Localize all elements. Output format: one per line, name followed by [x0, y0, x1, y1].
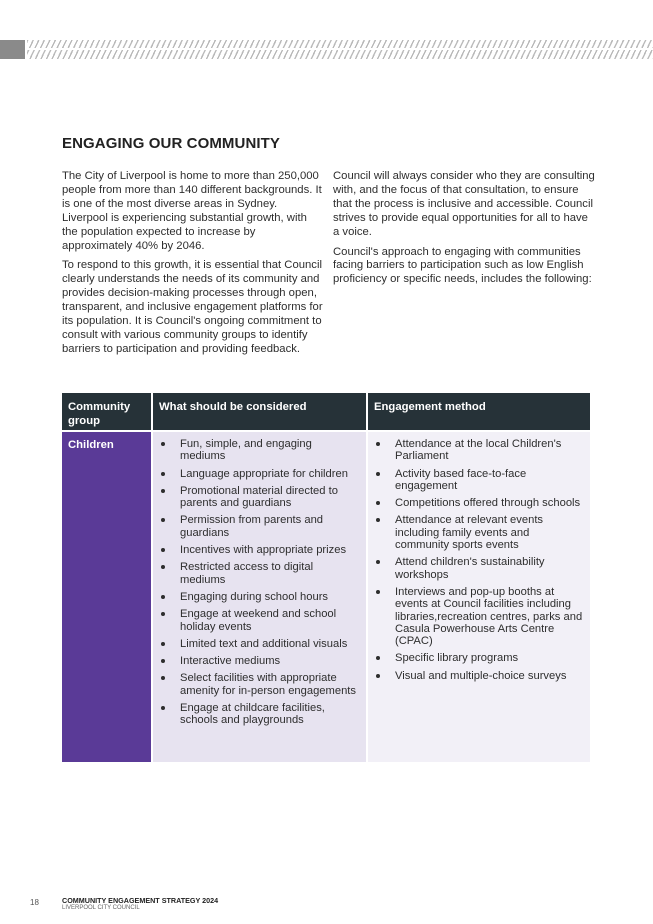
list-item — [159, 608, 360, 633]
list-item-text: Attendance at relevant events including family events and community sports events — [395, 514, 544, 552]
methods-cell — [368, 432, 590, 762]
paragraph: Council will always consider who they are consulting with, and the focus of that consultation, to ensure that the process is inclusive and accessible. Council strives to provide equal opportunities for all to have a voice. — [333, 170, 595, 238]
footer-org-name: LIVERPOOL CITY COUNCIL — [62, 905, 140, 911]
bullet-icon — [161, 472, 165, 476]
list-item — [374, 468, 584, 493]
considerations-cell — [153, 432, 366, 762]
paragraph: Council's approach to engaging with communities facing barriers to participation such as low English proficiency or specific needs, includes the following: — [333, 245, 592, 286]
list-item — [374, 514, 584, 551]
bullet-icon — [376, 472, 380, 476]
list-item — [159, 591, 360, 603]
bullet-icon — [161, 706, 165, 710]
list-item-text: Restricted access to digital mediums — [180, 561, 314, 586]
list-item-text: Promotional material directed to parents and guardians — [180, 484, 338, 510]
list-item-text: Activity based face-to-face engagement — [395, 467, 527, 492]
bullet-icon — [161, 659, 165, 663]
list-item — [159, 702, 360, 727]
list-item — [159, 438, 360, 463]
header-square — [0, 40, 25, 59]
list-item-text: Incentives with appropriate prizes — [180, 544, 347, 557]
list-item — [159, 514, 360, 539]
list-item-text: Attendance at the local Children's Parliament — [395, 438, 562, 463]
list-item-text: Fun, simple, and engaging mediums — [180, 438, 312, 463]
list-item-text: Interactive mediums — [180, 655, 281, 668]
list-item-text: Permission from parents and guardians — [180, 514, 324, 539]
list-item-text: Visual and multiple-choice surveys — [395, 669, 567, 682]
right-column — [333, 170, 595, 293]
bullet-icon — [376, 560, 380, 564]
list-item-text: Select facilities with appropriate amenity for in-person engagements — [180, 672, 356, 697]
footer-doc-title: COMMUNITY ENGAGEMENT STRATEGY 2024 — [62, 896, 219, 905]
list-item — [159, 468, 360, 480]
bullet-icon — [376, 674, 380, 678]
bullet-icon — [376, 590, 380, 594]
bullet-icon — [161, 565, 165, 569]
bullet-icon — [376, 442, 380, 446]
list-item-text: Engage at weekend and school holiday events — [180, 608, 337, 633]
header-hatch-gap — [27, 48, 653, 50]
section-heading: ENGAGING OUR COMMUNITY — [62, 135, 281, 152]
list-item — [374, 556, 584, 581]
bullet-icon — [376, 501, 380, 505]
list-item-text: Engage at childcare facilities, schools and playgrounds — [180, 702, 325, 727]
list-item — [374, 497, 584, 509]
header-community-group: Community group — [62, 393, 151, 430]
page-number: 18 — [30, 898, 39, 907]
bullet-icon — [376, 656, 380, 660]
bullet-icon — [161, 612, 165, 616]
list-item-text: Engaging during school hours — [180, 590, 329, 603]
list-item-text: Attend children's sustainability workshops — [395, 556, 545, 581]
group-cell-children: Children — [62, 432, 151, 762]
list-item-text: Limited text and additional visuals — [180, 637, 348, 650]
list-item — [159, 672, 360, 697]
bullet-icon — [376, 518, 380, 522]
left-column — [62, 170, 324, 363]
list-item — [374, 652, 584, 664]
considerations-list — [159, 438, 360, 727]
header-engagement-method: Engagement method — [368, 393, 590, 430]
paragraph: To respond to this growth, it is essential that Council clearly understands the needs of its community and provides decision-making processes through open, transparent, and inclusive engagement platforms for its population. It is Council's ongoing commitment to consult with various community groups to identify barriers to participation and providing feedback. — [62, 259, 323, 355]
bullet-icon — [161, 642, 165, 646]
list-item — [374, 586, 584, 647]
list-item-text: Interviews and pop-up booths at events at Council facilities including libraries,recreation centres, parks and Casula Powerhouse Arts Centre (CPAC) — [395, 585, 583, 648]
list-item-text: Competitions offered through schools — [395, 497, 581, 510]
list-item-text: Language appropriate for children — [180, 467, 348, 480]
list-item — [159, 561, 360, 586]
list-item-text: Specific library programs — [395, 652, 519, 665]
list-item — [159, 655, 360, 667]
bullet-icon — [161, 595, 165, 599]
bullet-icon — [161, 489, 165, 493]
list-item — [374, 438, 584, 463]
bullet-icon — [161, 518, 165, 522]
paragraph: The City of Liverpool is home to more than 250,000 people from more than 140 different backgrounds. It is one of the most diverse areas in Sydney. Liverpool is experiencing substantial growth, with the population expected to increase by approximately 40% by 2046. — [62, 170, 322, 252]
header-considerations: What should be considered — [153, 393, 366, 430]
list-item — [159, 485, 360, 510]
methods-list — [374, 438, 584, 682]
bullet-icon — [161, 442, 165, 446]
bullet-icon — [161, 548, 165, 552]
list-item — [159, 544, 360, 556]
list-item — [374, 670, 584, 682]
list-item — [159, 638, 360, 650]
bullet-icon — [161, 676, 165, 680]
